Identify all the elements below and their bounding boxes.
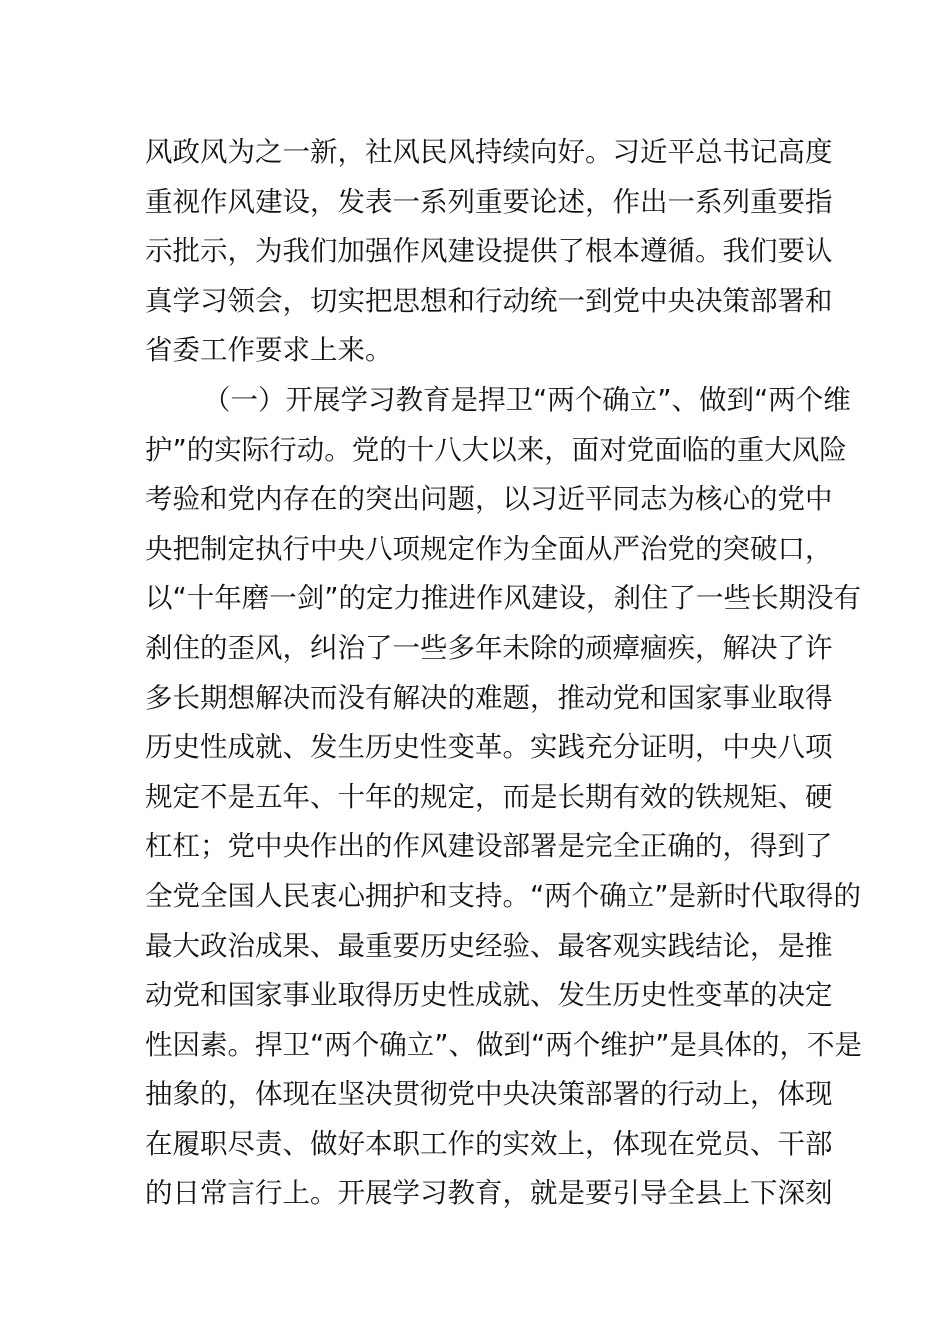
text-line: 的日常言行上。开展学习教育，就是要引导全县上下深刻 <box>145 1177 833 1210</box>
paragraph-heading-line: （一）开展学习教育是捍卫“两个确立”、做到“两个维 <box>203 383 851 416</box>
text-line: 护”的实际行动。党的十八大以来，面对党面临的重大风险 <box>145 433 847 466</box>
text-line: 杠杠；党中央作出的作风建设部署是完全正确的，得到了 <box>145 830 833 863</box>
text-line: 全党全国人民衷心拥护和支持。“两个确立”是新时代取得的 <box>145 879 861 912</box>
text-line: 历史性成就、发生历史性变革。实践充分证明，中央八项 <box>145 731 833 764</box>
text-line: 最大政治成果、最重要历史经验、最客观实践结论，是推 <box>145 929 833 962</box>
text-line: 刹住的歪风，纠治了一些多年未除的顽瘴痼疾，解决了许 <box>145 631 833 664</box>
text-line: 重视作风建设，发表一系列重要论述，作出一系列重要指 <box>145 185 833 218</box>
text-line: 性因素。捍卫“两个确立”、做到“两个维护”是具体的，不是 <box>145 1028 862 1061</box>
text-line: 抽象的，体现在坚决贯彻党中央决策部署的行动上，体现 <box>145 1078 833 1111</box>
text-line: 动党和国家事业取得历史性成就、发生历史性变革的决定 <box>145 979 833 1012</box>
text-line: 示批示，为我们加强作风建设提供了根本遵循。我们要认 <box>145 235 833 268</box>
text-line: 多长期想解决而没有解决的难题，推动党和国家事业取得 <box>145 681 833 714</box>
text-line: 在履职尽责、做好本职工作的实效上，体现在党员、干部 <box>145 1127 833 1160</box>
text-line: 以“十年磨一剑”的定力推进作风建设，刹住了一些长期没有 <box>145 582 861 615</box>
text-line: 央把制定执行中央八项规定作为全面从严治党的突破口， <box>145 532 833 565</box>
text-line: 考验和党内存在的突出问题，以习近平同志为核心的党中 <box>145 483 833 516</box>
text-line: 风政风为之一新，社风民风持续向好。习近平总书记高度 <box>145 136 833 168</box>
text-line: 省委工作要求上来。 <box>145 334 393 367</box>
body-text <box>145 128 862 1219</box>
text-line: 真学习领会，切实把思想和行动统一到党中央决策部署和 <box>145 284 833 317</box>
text-line: 规定不是五年、十年的规定，而是长期有效的铁规矩、硬 <box>145 780 833 813</box>
